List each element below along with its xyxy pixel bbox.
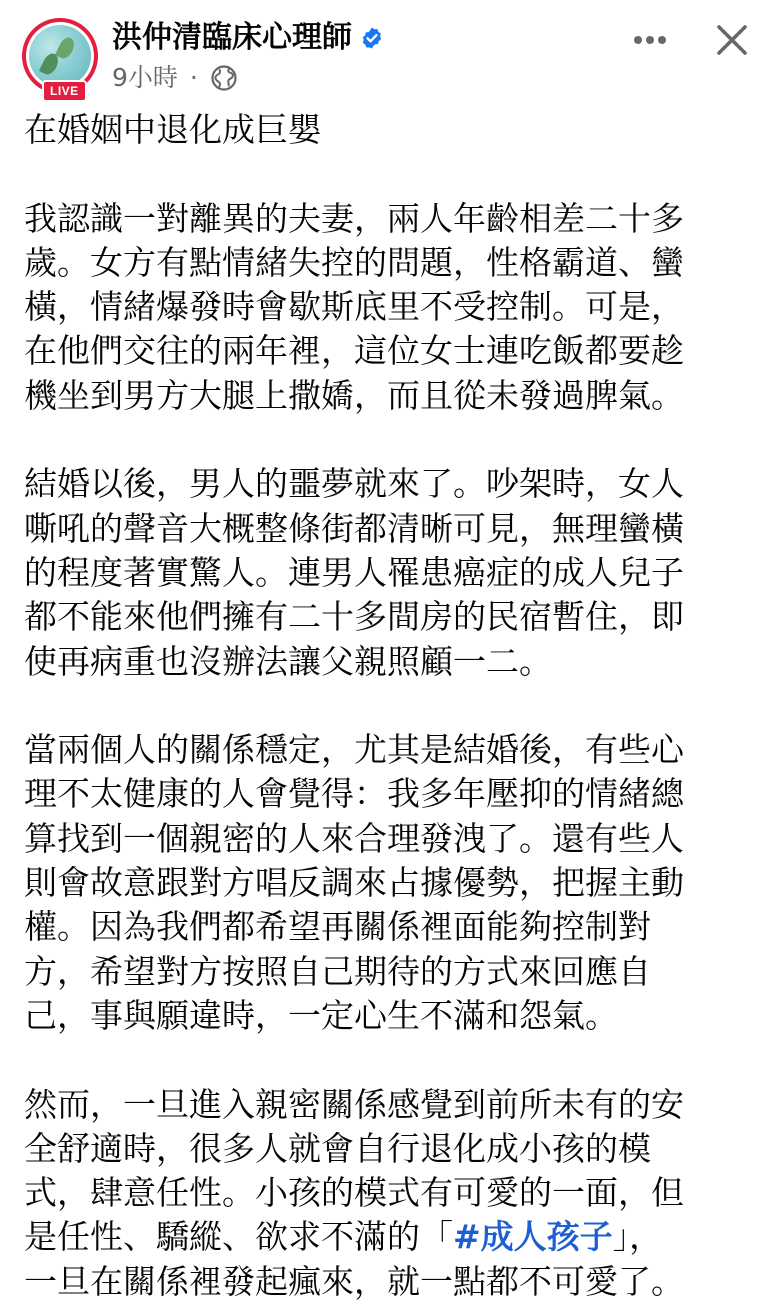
- more-options-button[interactable]: [630, 24, 670, 56]
- post-body: [24, 108, 754, 1304]
- paragraph-4-text: 然而，一旦進入親密關係感覺到前所未有的安 全舒適時，很多人就會自行退化成小孩的模 式，肆意任性。小孩的模式有可愛的一面，但 是任性、驕縱、欲求不滿的「: [24, 1084, 684, 1257]
- page-name-text[interactable]: 洪仲清臨床心理師: [112, 20, 352, 55]
- page-avatar[interactable]: [22, 18, 98, 100]
- globe-icon[interactable]: [210, 64, 238, 92]
- more-options-icon: [633, 35, 667, 45]
- post-paragraph-4: [24, 1083, 754, 1304]
- verified-badge-icon: [360, 26, 384, 50]
- hashtag-link[interactable]: #成人孩子: [453, 1217, 613, 1257]
- meta-separator: ·: [189, 63, 198, 92]
- post-paragraph-1: 我認識一對離異的夫妻，兩人年齡相差二十多 歲。女方有點情緒失控的問題，性格霸道、蠻 橫，情緒爆發時會歇斯底里不受控制。可是， 在他們交往的兩年裡，這位女士連吃飯都要趁 機坐到男方大腿上撒嬌，而且從未發過脾氣。: [24, 198, 684, 415]
- post-paragraph-3: 當兩個人的關係穩定，尤其是結婚後，有些心 理不太健康的人會覺得：我多年壓抑的情緒總 算找到一個親密的人來合理發洩了。還有些人 則會故意跟對方唱反調來占據優勢，把握主動 權。因為我們都希望再關係裡面能夠控制對 方，希望對方按照自己期待的方式來回應自 己，事與願違時，一定心生不滿和怨氣。: [24, 730, 684, 1035]
- post-title: 在婚姻中退化成巨嬰: [24, 110, 321, 149]
- avatar-image: [29, 25, 91, 87]
- post-time[interactable]: 9小時: [112, 63, 178, 92]
- paragraph-4-end: 」， 一旦在關係裡發起瘋來，就一點都不可愛了。: [24, 1217, 684, 1301]
- post-header: [0, 0, 773, 100]
- close-icon: [712, 20, 752, 60]
- post-meta: [112, 62, 238, 94]
- page-name[interactable]: [112, 18, 384, 58]
- post-paragraph-2: 結婚以後，男人的噩夢就來了。吵架時，女人 嘶吼的聲音大概整條街都清晰可見，無理蠻橫 的程度著實驚人。連男人罹患癌症的成人兒子 都不能來他們擁有二十多間房的民宿暫住，即 使再病重也沒辦法讓父親照顧一二。: [24, 464, 684, 681]
- close-button[interactable]: [712, 20, 752, 60]
- live-badge: LIVE: [42, 80, 87, 102]
